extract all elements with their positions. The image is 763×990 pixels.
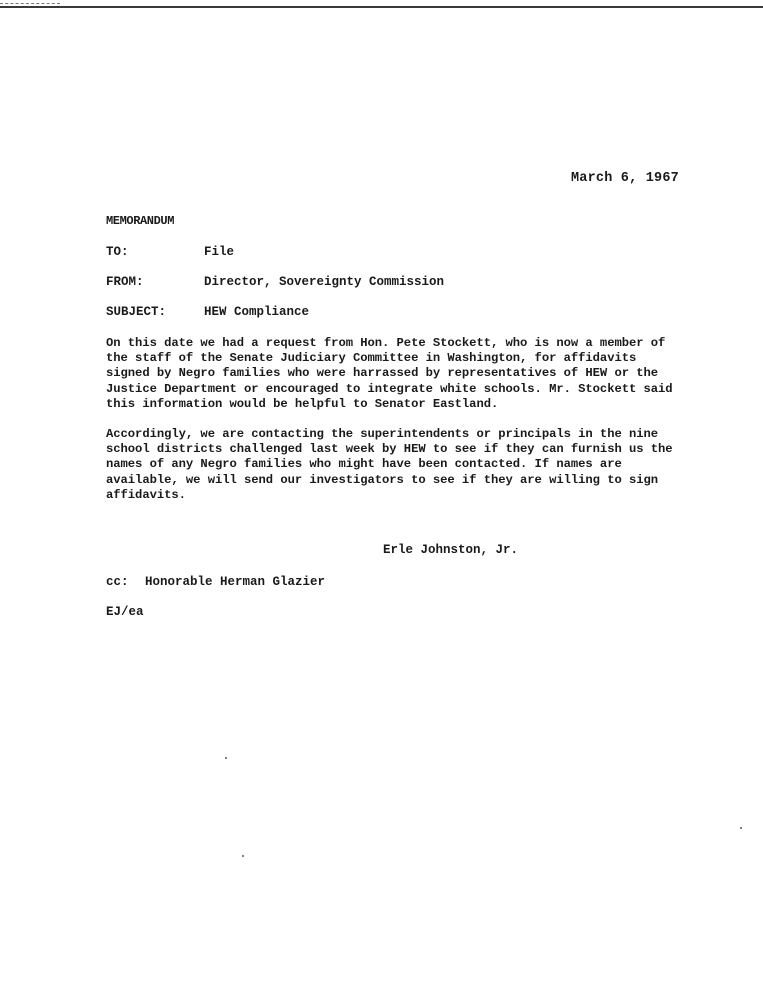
to-value: File (204, 245, 235, 259)
top-scan-edge-dash (0, 3, 60, 4)
top-scan-edge-line (0, 6, 763, 8)
to-label: TO: (106, 245, 129, 259)
from-label: FROM: (106, 275, 144, 289)
scan-speck (740, 827, 742, 829)
subject-value: HEW Compliance (204, 305, 310, 319)
cc-label: cc: (106, 575, 129, 589)
signature-name: Erle Johnston, Jr. (383, 543, 519, 557)
body-paragraph-2: Accordingly, we are contacting the superintendents or principals in the nine school districts challenged last week by HEW to see if they can furnish us the names of any Negro families who might have been contacted. If names are available, we will send our investigators to see if they are willing to sign affidavits. (106, 427, 673, 502)
from-value: Director, Sovereignty Commission (204, 275, 445, 289)
subject-label: SUBJECT: (106, 305, 167, 319)
memo-date: March 6, 1967 (571, 171, 679, 186)
typist-initials: EJ/ea (106, 605, 144, 619)
scan-speck (225, 757, 227, 759)
scan-speck (242, 855, 244, 857)
memo-heading: MEMORANDUM (106, 214, 175, 228)
body-paragraph-1: On this date we had a request from Hon. Pete Stockett, who is now a member of the staff of the Senate Judiciary Committee in Washington, for affidavits signed by Negro families who were harrassed by representatives of HEW or the Justice Department or encouraged to integrate white schools. Mr. Stockett said this information would be helpful to Senator Eastland. (106, 336, 673, 411)
cc-recipient: Honorable Herman Glazier (145, 575, 326, 589)
